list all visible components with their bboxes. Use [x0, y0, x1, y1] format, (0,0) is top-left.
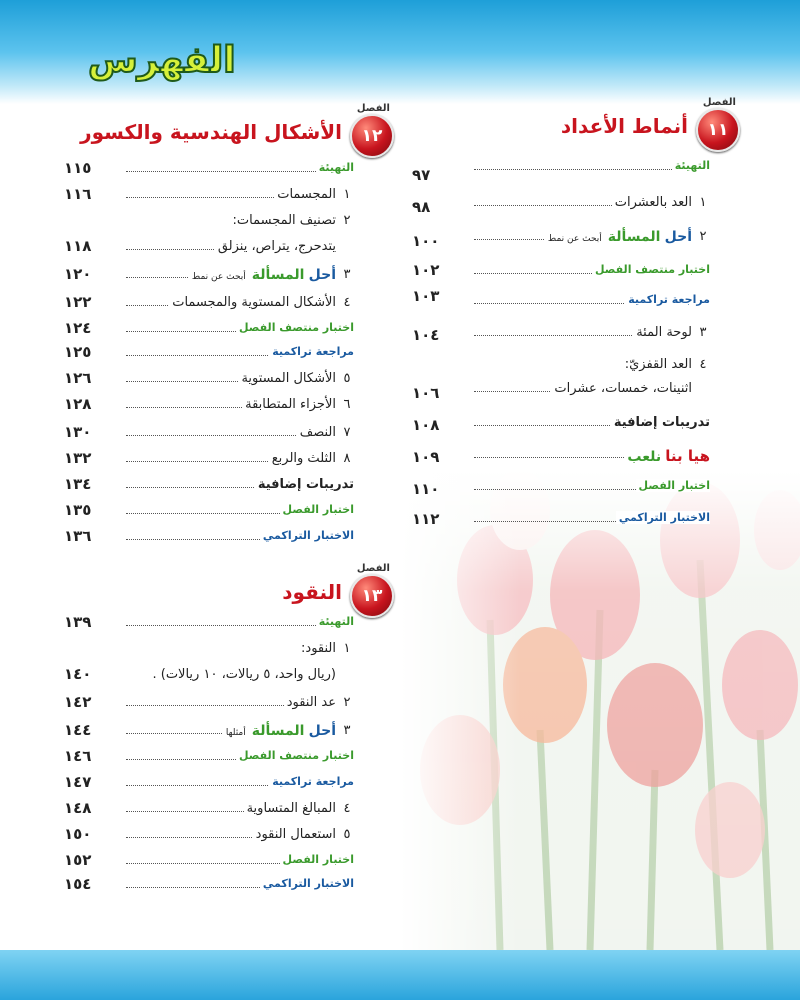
entry-subtitle: أمثلها	[225, 728, 246, 738]
entry-text: تدريبات إضافية	[255, 477, 354, 492]
entry-text: اختبار الفصل	[636, 479, 710, 492]
problem-solving-label-b: المسألة	[251, 267, 305, 283]
toc-entry[interactable]	[64, 612, 354, 634]
problem-solving-label-a: أحل	[308, 723, 336, 739]
page-number: ١٤٤	[64, 721, 92, 739]
toc-entry[interactable]	[64, 746, 354, 768]
toc-entry[interactable]	[64, 158, 354, 180]
lesson-number: ٢	[343, 695, 351, 710]
page-number: ٩٨	[412, 198, 431, 216]
lesson-number: ٥	[343, 371, 351, 386]
toc-entry[interactable]	[412, 354, 710, 376]
entry-text: النقود:	[298, 641, 336, 656]
entry-subtitle: أبحث عن نمط	[547, 234, 602, 244]
entry-text: الثلث والربع	[269, 451, 336, 466]
entry-text: التهيئة	[316, 615, 354, 628]
toc-entry[interactable]	[64, 798, 354, 820]
page-number: ١٠٤	[412, 326, 440, 344]
entry-text: الاختبار التراكمي	[260, 529, 354, 542]
chapter-label: الفصل	[702, 97, 736, 108]
problem-solving-label-b: المسألة	[251, 723, 305, 739]
page-number: ١٠٣	[412, 287, 440, 305]
page-number: ١٤٧	[64, 773, 92, 791]
problem-solving-label-b: المسألة	[607, 229, 661, 245]
chapter-12-toc	[64, 158, 354, 548]
page-number: ١٠٩	[412, 448, 440, 466]
toc-entry[interactable]	[64, 638, 354, 660]
toc-entry[interactable]	[64, 236, 354, 258]
entry-text: اختبار الفصل	[280, 853, 354, 866]
entry-text: مراجعة تراكمية	[269, 345, 354, 358]
toc-entry[interactable]	[64, 394, 354, 416]
toc-entry[interactable]	[64, 448, 354, 470]
entry-text: مراجعة تراكمية	[269, 775, 354, 788]
page-number: ١٠٢	[412, 261, 440, 279]
chapter-11-toc	[412, 156, 710, 536]
page-number: ١٣٦	[64, 527, 92, 545]
toc-entry[interactable]	[64, 526, 354, 548]
toc-entry[interactable]	[64, 292, 354, 314]
page-number: ١٠٠	[412, 232, 440, 250]
lets-play-label-b: نلعب	[627, 449, 662, 465]
lesson-number: ٤	[699, 357, 707, 372]
entry-text: المبالغ المتساوية	[244, 801, 336, 816]
lesson-number: ٤	[343, 295, 351, 310]
page-number: ١٣٢	[64, 449, 92, 467]
page-number: ١٥٠	[64, 825, 92, 843]
page-number: ١١٢	[412, 510, 440, 528]
toc-entry[interactable]	[412, 444, 710, 466]
page-number: ١١٥	[64, 159, 92, 177]
toc-entry[interactable]	[64, 824, 354, 846]
chapter-label: الفصل	[356, 563, 390, 574]
page-number: ١٢٠	[64, 265, 92, 283]
lesson-number: ١	[343, 641, 351, 656]
entry-subtitle: أبحث عن نمط	[191, 272, 246, 282]
chapter-11-header	[420, 97, 740, 150]
toc-entry[interactable]	[64, 692, 354, 714]
toc-entry[interactable]	[412, 156, 710, 184]
lesson-number: ٥	[343, 827, 351, 842]
toc-entry[interactable]	[64, 874, 354, 896]
toc-entry[interactable]	[64, 720, 354, 742]
entry-text: العد بالعشرات	[612, 195, 692, 210]
lesson-number: ٣	[343, 723, 351, 738]
toc-entry[interactable]	[64, 368, 354, 390]
entry-text: الاختبار التراكمي	[616, 511, 710, 524]
page-number: ١٥٢	[64, 851, 92, 869]
entry-text: العد القفزيّ:	[622, 357, 692, 372]
chapter-12-header	[60, 103, 394, 156]
toc-entry[interactable]	[412, 412, 710, 434]
page-number: ١٣٠	[64, 423, 92, 441]
toc-entry[interactable]	[64, 772, 354, 794]
lesson-number: ٨	[343, 451, 351, 466]
toc-entry[interactable]	[64, 422, 354, 444]
entry-text: اختبار منتصف الفصل	[236, 321, 354, 334]
page-title: الفهرس	[88, 40, 236, 81]
page-number: ١١٨	[64, 237, 92, 255]
toc-entry[interactable]	[64, 210, 354, 232]
lesson-number: ٦	[343, 397, 351, 412]
page-number: ١٤٨	[64, 799, 92, 817]
chapter-number-badge: ١١	[696, 108, 740, 152]
chapter-number-badge: ١٣	[350, 574, 394, 618]
entry-text: تدريبات إضافية	[611, 415, 710, 430]
problem-solving-label-a: أحل	[308, 267, 336, 283]
lets-play-label-a: هيا بنا	[665, 447, 710, 465]
entry-text: الأجزاء المتطابقة	[242, 397, 336, 412]
entry-text: يتدحرج، يتراص، ينزلق	[215, 239, 336, 254]
page-number: ١٥٤	[64, 875, 92, 893]
entry-text: الأشكال المستوية والمجسمات	[169, 295, 336, 310]
page-number: ١٣٤	[64, 475, 92, 493]
problem-solving-label-a: أحل	[664, 229, 692, 245]
page-number: ١٣٩	[64, 613, 92, 631]
lesson-number: ٣	[343, 267, 351, 282]
entry-text: الأشكال المستوية	[238, 371, 336, 386]
page-number: ١٠٦	[412, 384, 440, 402]
lesson-number: ٢	[699, 229, 707, 244]
toc-entry[interactable]	[412, 476, 710, 498]
entry-text: مراجعة تراكمية	[625, 293, 710, 306]
toc-entry[interactable]	[412, 322, 710, 344]
page-number: ١٤٢	[64, 693, 92, 711]
toc-entry[interactable]	[64, 318, 354, 340]
page-number: ١٠٨	[412, 416, 440, 434]
page-number: ١٢٢	[64, 293, 92, 311]
lesson-number: ٢	[343, 213, 351, 228]
page-number: ١٢٦	[64, 369, 92, 387]
chapter-title: أنماط الأعداد	[560, 114, 688, 138]
entry-text: (ريال واحد، ٥ ريالات، ١٠ ريالات) .	[149, 667, 336, 682]
toc-entry[interactable]	[64, 664, 354, 686]
entry-text: المجسمات	[274, 187, 336, 202]
lesson-number: ١	[343, 187, 351, 202]
page-number: ١١٠	[412, 480, 440, 498]
entry-text: الاختبار التراكمي	[260, 877, 354, 890]
toc-entry[interactable]	[412, 508, 710, 530]
page-number: ١١٦	[64, 185, 92, 203]
toc-entry[interactable]	[412, 287, 710, 312]
toc-entry[interactable]	[412, 378, 710, 400]
toc-entry[interactable]	[64, 850, 354, 872]
toc-entry[interactable]	[412, 260, 710, 282]
toc-entry[interactable]	[64, 184, 354, 206]
chapter-13-header	[60, 563, 394, 616]
toc-entry[interactable]	[64, 264, 354, 286]
chapter-13-toc	[64, 612, 354, 902]
entry-text: اختبار منتصف الفصل	[236, 749, 354, 762]
tulip-background-image	[400, 470, 800, 950]
page-number: ١٢٨	[64, 395, 92, 413]
page-number: ٩٧	[412, 166, 431, 184]
entry-text: التهيئة	[316, 161, 354, 174]
lesson-number: ٤	[343, 801, 351, 816]
chapter-label: الفصل	[356, 103, 390, 114]
entry-text: التهيئة	[672, 159, 710, 172]
entry-text: تصنيف المجسمات:	[230, 213, 337, 228]
page-number: ١٤٦	[64, 747, 92, 765]
entry-text: اختبار منتصف الفصل	[592, 263, 710, 276]
page-number: ١٤٠	[64, 665, 92, 683]
toc-entry[interactable]	[412, 226, 710, 248]
toc-entry[interactable]	[64, 500, 354, 522]
chapter-title: النقود	[282, 580, 342, 604]
footer-bar	[0, 950, 800, 1000]
toc-entry[interactable]	[64, 342, 354, 364]
page-number: ١٣٥	[64, 501, 92, 519]
page-number: ١٢٤	[64, 319, 92, 337]
toc-entry[interactable]	[412, 192, 710, 214]
entry-text: اختبار الفصل	[280, 503, 354, 516]
entry-text: اثنينات، خمسات، عشرات	[551, 381, 692, 396]
chapter-number-badge: ١٢	[350, 114, 394, 158]
entry-text: عد النقود	[284, 695, 336, 710]
lesson-number: ٣	[699, 325, 707, 340]
entry-text: النصف	[297, 425, 336, 440]
chapter-title: الأشكال الهندسية والكسور	[80, 120, 342, 144]
page-number: ١٢٥	[64, 343, 92, 361]
toc-entry[interactable]	[64, 474, 354, 496]
lesson-number: ٧	[343, 425, 351, 440]
entry-text: لوحة المئة	[633, 325, 692, 340]
entry-text: استعمال النقود	[253, 827, 336, 842]
lesson-number: ١	[699, 195, 707, 210]
